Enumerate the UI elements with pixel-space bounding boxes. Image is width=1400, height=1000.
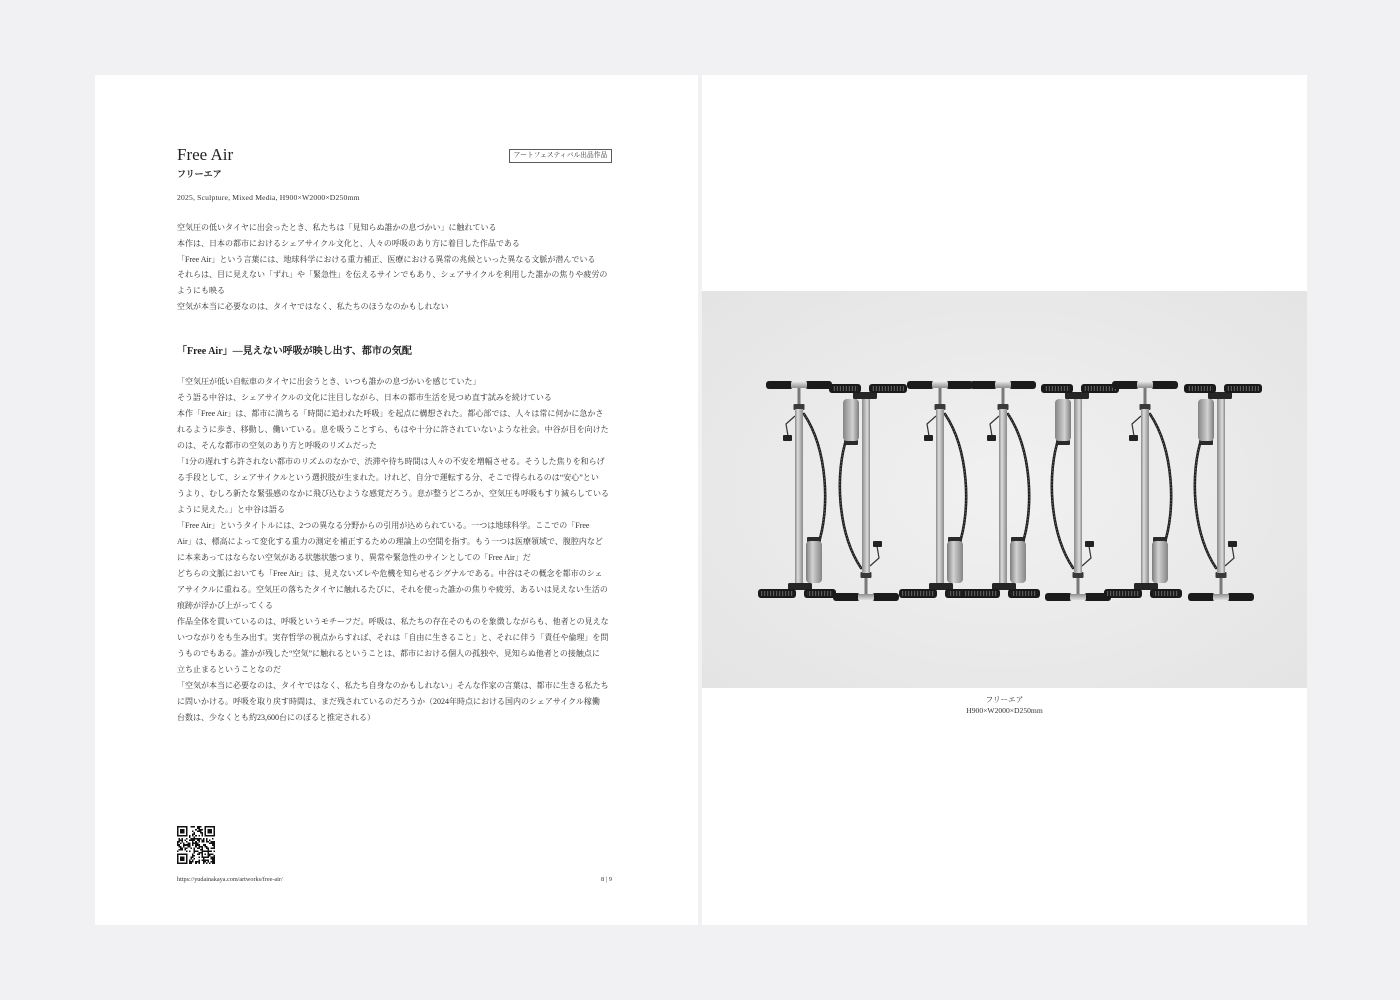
artwork-subtitle: フリーエア — [177, 169, 222, 179]
artwork-meta: 2025, Sculpture, Mixed Media, H900×W2000×D250mm — [177, 193, 360, 202]
body-line: うものでもある。誰かが残した“空気”に触れるということは、都市における個人の孤独や、見知らぬ他者との接触点に — [177, 649, 600, 658]
intro-text — [177, 220, 607, 315]
artwork-title: Free Air — [177, 145, 234, 164]
body-text — [177, 374, 609, 726]
body-line: 「Free Air」というタイトルには、2つの異なる分野からの引用が込められている。一つは地球科学。ここでの「Free — [177, 521, 590, 530]
body-line: いつながりをも生み出す。実存哲学の視点からすれば、それは「自由に生きること」と、それに伴う「責任や倫理」を問 — [177, 633, 609, 642]
section-heading: 「Free Air」―見えない呼吸が映し出す、都市の気配 — [177, 346, 412, 357]
body-line: うより、むしろ新たな緊張感のなかに飛び込むような感覚だろう。息が整うどころか、空気圧も呼吸もすり減らしている — [177, 489, 609, 498]
body-line: 本作「Free Air」は、都市に満ちる「時間に追われた呼吸」を起点に構想された。都心部では、人々は常に何かに急かさ — [177, 409, 604, 418]
body-line: る手段として、シェアサイクルという選択肢が生まれた。けれど、自分で運転する分、そこで得られるのは“安心”とい — [177, 473, 599, 482]
right-page — [702, 75, 1307, 925]
page-numbers: 8 | 9 — [600, 876, 612, 883]
body-line: 台数は、少なくとも約23,600台にのぼると推定される） — [177, 713, 375, 722]
body-line: 「空気圧が低い自転車のタイヤに出会うとき、いつも誰かの息づかいを感じていた」 — [177, 377, 481, 386]
intro-line: 本作は、日本の都市におけるシェアサイクル文化と、人々の呼吸のあり方に着目した作品である — [177, 238, 520, 248]
body-line: どちらの文脈においても「Free Air」は、見えないズレや危機を知らせるシグナルである。中谷はその概念を都市のシェ — [177, 569, 603, 578]
intro-line: ようにも映る — [177, 286, 225, 296]
body-line: 「空気が本当に必要なのは、タイヤではなく、私たち自身なのかもしれない」そんな作家の言葉は、都市に生きる私たち — [177, 681, 609, 690]
body-line: のは、そんな都市の空気のあり方と呼吸のリズムだった — [177, 441, 377, 450]
photo-caption — [702, 694, 1307, 716]
artwork-url: https://yudainakaya.com/artworks/free-air/ — [177, 876, 283, 883]
artwork-photo — [702, 291, 1307, 688]
intro-line: 「Free Air」という言葉には、地球科学における重力補正、医療における異常の兆候といった異なる文脈が潜んでいる — [177, 254, 596, 264]
body-line: Air」は、標高によって変化する重力の測定を補正するための理論上の空間を指す。もう一つは医療領域で、腹腔内など — [177, 537, 603, 546]
body-line: そう語る中谷は、シェアサイクルの文化に注目しながら、日本の都市生活を見つめ直す試みを続けている — [177, 393, 552, 402]
body-line: に本来あってはならない空気がある状態状態つまり、異常や緊急性のサインとしての「Free Air」だ — [177, 553, 531, 562]
caption-dimensions: H900×W2000×D250mm — [966, 706, 1043, 715]
caption-title: フリーエア — [985, 695, 1024, 704]
intro-line: それらは、目に見えない「ずれ」や「緊急性」を伝えるサインでもあり、シェアサイクルを利用した誰かの焦りや疲労の — [177, 270, 608, 280]
body-line: ように見えた。」と中谷は語る — [177, 505, 285, 514]
exhibition-badge: アートフェスティバル出品作品 — [509, 149, 612, 163]
artwork-photo-image — [702, 291, 1307, 688]
body-line: 作品全体を貫いているのは、呼吸というモチーフだ。呼吸は、私たちの存在そのものを象徴しながらも、他者との見えな — [177, 617, 609, 626]
intro-line: 空気が本当に必要なのは、タイヤではなく、私たちのほうなのかもしれない — [177, 301, 449, 311]
body-line: 「1分の遅れすら許されない都市のリズムのなかで、渋滞や待ち時間は人々の不安を増幅させる。そうした焦りを和らげ — [177, 457, 605, 466]
body-line: アサイクルに重ねる。空気圧の落ちたタイヤに触れるたびに、それを使った誰かの焦りや疲労、あるいは見えない生活の — [177, 585, 608, 594]
body-line: 痕跡が浮かび上がってくる — [177, 601, 273, 610]
qr-code — [177, 826, 215, 864]
intro-line: 空気圧の低いタイヤに出会ったとき、私たちは「見知らぬ誰かの息づかい」に触れている — [177, 223, 497, 232]
left-page — [95, 75, 698, 925]
body-line: に問いかける。呼吸を取り戻す時間は、まだ残されているのだろうか（2024年時点における国内のシェアサイクル稼働 — [177, 697, 600, 706]
body-line: れるように歩き、移動し、働いている。息を吸うことすら、もはや十分に許されていないような社会。中谷が目を向けた — [177, 425, 609, 434]
body-line: 立ち止まるということなのだ — [177, 665, 281, 674]
